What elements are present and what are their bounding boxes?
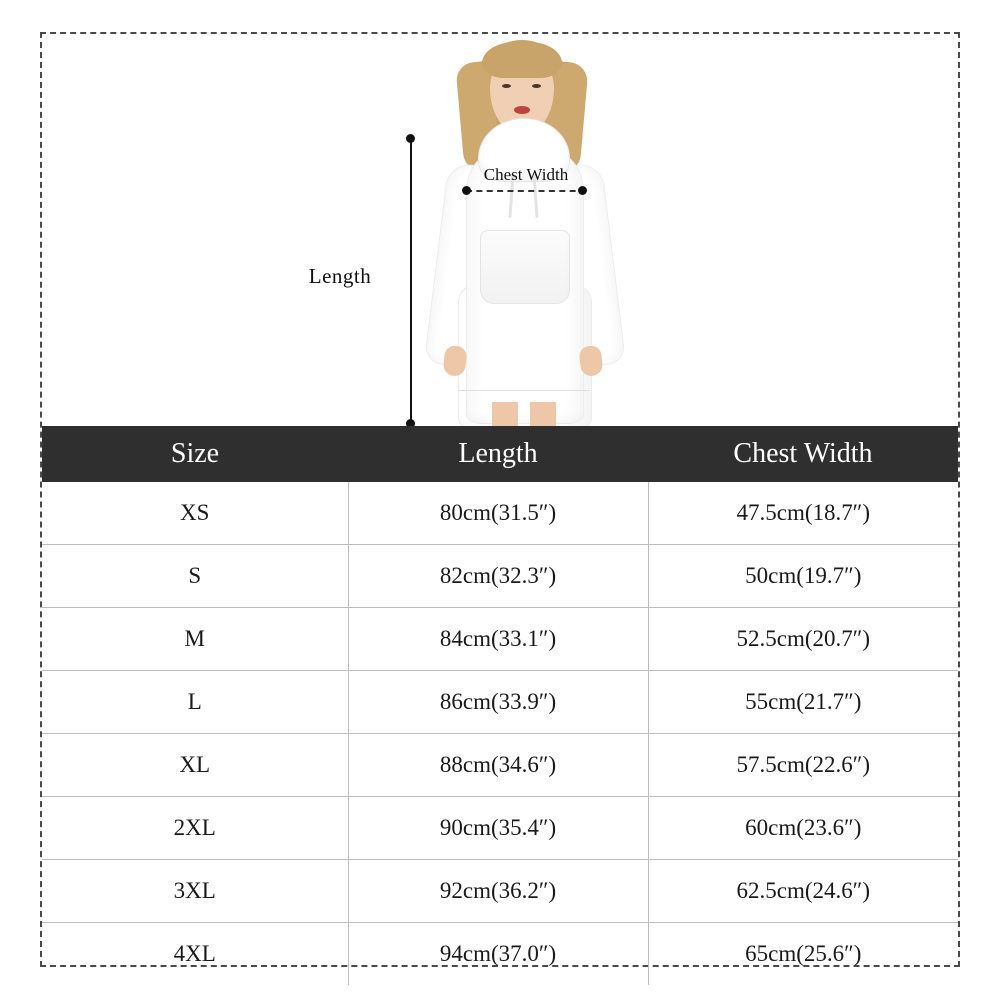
size-table-header <box>42 426 958 482</box>
cell-length: 92cm(36.2″) <box>348 860 648 923</box>
eye-left <box>502 84 511 88</box>
table-row <box>42 860 958 923</box>
length-endpoint-top-icon <box>406 134 415 143</box>
column-header-size: Size <box>42 426 348 482</box>
cell-length: 80cm(31.5″) <box>348 482 648 545</box>
size-table <box>42 426 958 985</box>
cell-chest: 52.5cm(20.7″) <box>648 608 958 671</box>
cell-size: XL <box>42 734 348 797</box>
chest-measure-line <box>466 190 586 192</box>
table-row <box>42 797 958 860</box>
cell-size: 4XL <box>42 923 348 986</box>
kangaroo-pocket <box>480 230 570 304</box>
eye-right <box>532 84 541 88</box>
cell-length: 86cm(33.9″) <box>348 671 648 734</box>
cell-length: 94cm(37.0″) <box>348 923 648 986</box>
cell-length: 84cm(33.1″) <box>348 608 648 671</box>
cell-size: XS <box>42 482 348 545</box>
cell-chest: 60cm(23.6″) <box>648 797 958 860</box>
length-measure-label: Length <box>308 264 372 288</box>
cell-length: 90cm(35.4″) <box>348 797 648 860</box>
hair-fringe <box>482 42 562 78</box>
cell-length: 88cm(34.6″) <box>348 734 648 797</box>
cell-size: S <box>42 545 348 608</box>
cell-chest: 65cm(25.6″) <box>745 941 862 966</box>
cell-chest: 55cm(21.7″) <box>648 671 958 734</box>
chest-measure-label: Chest Width <box>483 165 569 184</box>
cell-size: L <box>42 671 348 734</box>
cell-chest: 47.5cm(18.7″) <box>648 482 958 545</box>
model-figure <box>422 34 622 426</box>
table-row <box>42 482 958 545</box>
table-row <box>42 608 958 671</box>
table-row <box>42 923 958 986</box>
cell-size: M <box>42 608 348 671</box>
size-table-wrapper <box>42 426 958 966</box>
table-header-row <box>42 426 958 482</box>
column-header-length: Length <box>348 426 648 482</box>
lips <box>514 106 530 114</box>
cell-chest: 57.5cm(22.6″) <box>648 734 958 797</box>
cell-length: 82cm(32.3″) <box>348 545 648 608</box>
cell-size: 2XL <box>42 797 348 860</box>
cell-chest: 50cm(19.7″) <box>648 545 958 608</box>
table-row <box>42 671 958 734</box>
length-measure-line <box>410 138 412 426</box>
cell-chest: 62.5cm(24.6″) <box>648 860 958 923</box>
table-row <box>42 734 958 797</box>
table-row <box>42 545 958 608</box>
chest-endpoint-left-icon <box>462 186 471 195</box>
column-header-chest: Chest Width <box>648 426 958 482</box>
leg-left <box>492 402 518 426</box>
chest-endpoint-right-icon <box>578 186 587 195</box>
hem-line <box>458 390 590 405</box>
size-table-body <box>42 482 958 985</box>
hand-right <box>578 345 603 377</box>
cell-size: 3XL <box>42 860 348 923</box>
product-illustration <box>42 34 958 426</box>
leg-right <box>530 402 556 426</box>
length-endpoint-bottom-icon <box>406 419 415 426</box>
